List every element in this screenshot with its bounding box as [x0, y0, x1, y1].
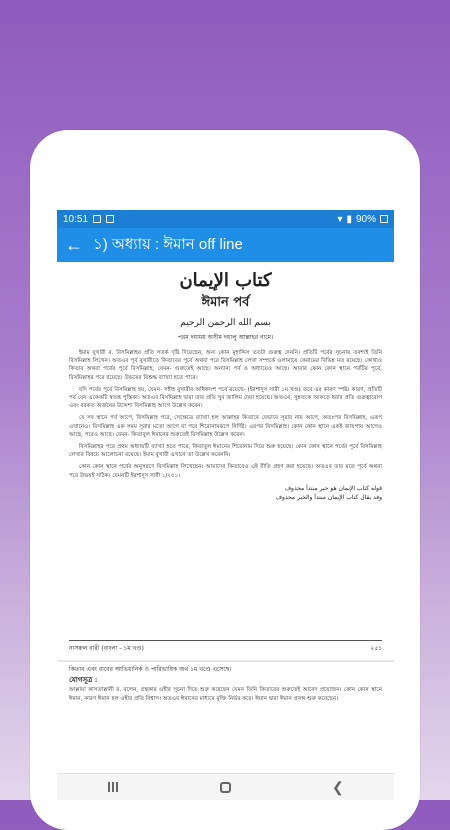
app-screen	[57, 210, 394, 800]
arabic-quote	[57, 484, 394, 502]
download-icon	[106, 215, 114, 223]
invocation-text: পরম দয়াময় অসীম দয়ালু আল্লাহর নামে।	[177, 334, 274, 341]
back-chevron-icon[interactable]: ❮	[331, 778, 344, 795]
app-bar	[57, 228, 394, 262]
paragraph: আল্লামা কাসতাল্লানী র. বলেন, গ্রন্থকার ওহীর সূচনা দিয়ে শুরু করেছেন যেমন তিনি কিতাবের শুরুতেই আবেদ প্রয়োজন। কোন কোন স্থানে ঈমান, কারণ ঈমান হল ওহীর প্রতি বিশ্বাস। অতএব ঈমানের মাধ্যমে মুক্তি নির্ভর করে। ঈমান দ্বারা ঈমান প্রসঙ্গ শুরু করেছেন।	[69, 687, 382, 702]
system-nav-bar	[57, 773, 394, 800]
book-body	[57, 343, 394, 480]
battery-level: 90%	[355, 213, 376, 225]
bismillah-text: بسم الله الرحمن الرحيم	[180, 318, 271, 328]
page-number: ২৫১	[370, 645, 382, 652]
next-page-heading: কিতাব এবং বাবের আভিধানিক ও পারিভাষিক অর্থ ১ম খণ্ডে এসেছে।	[69, 666, 232, 673]
chapter-header	[57, 270, 394, 343]
footer-book-name: নাসরুল বারী (বাংলা - ১ম খণ্ড)	[69, 645, 144, 652]
section-subheading: যোগসূত্র :	[69, 675, 98, 685]
home-icon[interactable]	[215, 777, 235, 797]
bengali-title: ঈমান পর্ব	[201, 295, 250, 310]
page-footer	[69, 640, 382, 657]
book-page[interactable]	[57, 262, 394, 774]
page-title: ১) অধ্যায় : ঈমান off line	[93, 235, 243, 253]
paragraph: যদি পর্বের পূর্বে বিসমিল্লাহ হয়, যেমন- সহীহ বুখারীর অধিকাংশ পর্বে রয়েছে- (ইরশাদুস সারী ১ম খণ্ড) তবে এর কারণ স্পষ্ট। কারণ, প্রতিটি পর্ব যেন একেকটি স্বতন্ত্র পুস্তিকা। অতএব বিসমিল্লাহ দ্বারা তার প্রতি খুব জালিম দেয়া হয়েছে। অতএব, সুন্নতকে আকড়ে ধরার প্রতি গুরুত্বারোপ এবং বরকত অর্জনের উদ্দেশ্য বিসমিল্লাহ আগে উল্লেখ করেন।	[69, 386, 382, 410]
arabic-title: كتاب الإيمان	[179, 270, 272, 291]
paragraph: ইমাম বুখারী র. বিসমিল্লাহর প্রতি সতর্ক দৃষ্টি দিয়েছেন, অন্য কোন মুহাদ্দিস ততটা গুরুত্ব দেননি। প্রতিটি পর্বের সূচনায় তবশ্যই তিনি বিসমিল্লাহ লিখেন। অতএব পূর্ব বুখারীতে কিতাবের পূর্বে অথবা পরে বিসমিল্লাহ লেখা সম্পর্কে ওলামায়ে কেরামের বিভিন্ন মত রয়েছে। কোথাও কিতাব অথবা পর্বের পূর্বে বিসমিল্লাহ, যেমন- গুরুতেই আছে। অন্যান্য পর্ব ও অধ্যায়েও আছে। আবার কোন কোন স্থানে পর্বটির পূর্বে, বিসমিল্লাহর পরে রয়েছে। উভয়ের বিশুদ্ধ ব্যাখ্যা হতে পারে।	[69, 350, 382, 381]
recent-apps-icon[interactable]	[103, 777, 123, 797]
gallery-icon	[93, 215, 101, 223]
paragraph: কোন কোন স্থানে পর্বের অনুসরণে বিসমিল্লাহ লিখেছেন। আমাদের কিতাবেও এই রীতি গ্রহণ করা হয়েছে। অতএব তার মতে পূর্বে অথবা পরে উভয়ই সঠিক। যেমনটি ইরশাদুস সারী ১/২৫১।	[69, 464, 382, 479]
signal-icon: ▮	[346, 213, 352, 225]
status-bar	[57, 210, 394, 228]
arabic-line: قوله كتاب الإيمان هو خبر مبتدأ محذوف	[284, 484, 382, 492]
clock: 10:51	[63, 213, 89, 225]
paragraph: বিসমিল্লাহর পরে প্রথম অধ্যায়টি ব্যাখ্যা হতে পারে, কিতাবুল ঈমানের শিরোনাম দিয়ে শুরু হয়েছে। কোন কোন স্থানে পর্বের পূর্বে বিসমিল্লাহ লেখার বিষয়ে আলোচনা রয়েছে। ইমাম বুখারী এখানে তা উল্লেখ করেননি।	[69, 444, 382, 459]
wifi-icon: ▾	[337, 213, 343, 225]
battery-icon	[380, 215, 388, 223]
arabic-line: وقد يقال كتاب الإيمان مبتدأ والخبر محذوف	[275, 493, 382, 501]
paragraph: যে সব স্থানে পর্ব আগে, বিসমিল্লাহ পরে, সেক্ষেত্রে ব্যাখ্যা হল আল্লাহর কিতাবে যেভাবে সূরার নাম আগে, অতঃপর বিসমিল্লাহ, এরূপ এখানেও। বিসমিল্লাহ এক সময় সূরার মতো আগে বা পরে শিরোনামরূপে নির্দিষ্ট। এরপর বিসমিল্লাহ। কোন কোন স্থানে একই জায়গায় আগেও আছে, পরেও আছে। যেমন- কিতাবুল ঈমানের শুরুতেই বিসমিল্লাহ উল্লেখ করেন।	[69, 415, 382, 438]
next-page	[57, 660, 394, 703]
arrow-left-icon[interactable]: ←	[65, 234, 83, 255]
